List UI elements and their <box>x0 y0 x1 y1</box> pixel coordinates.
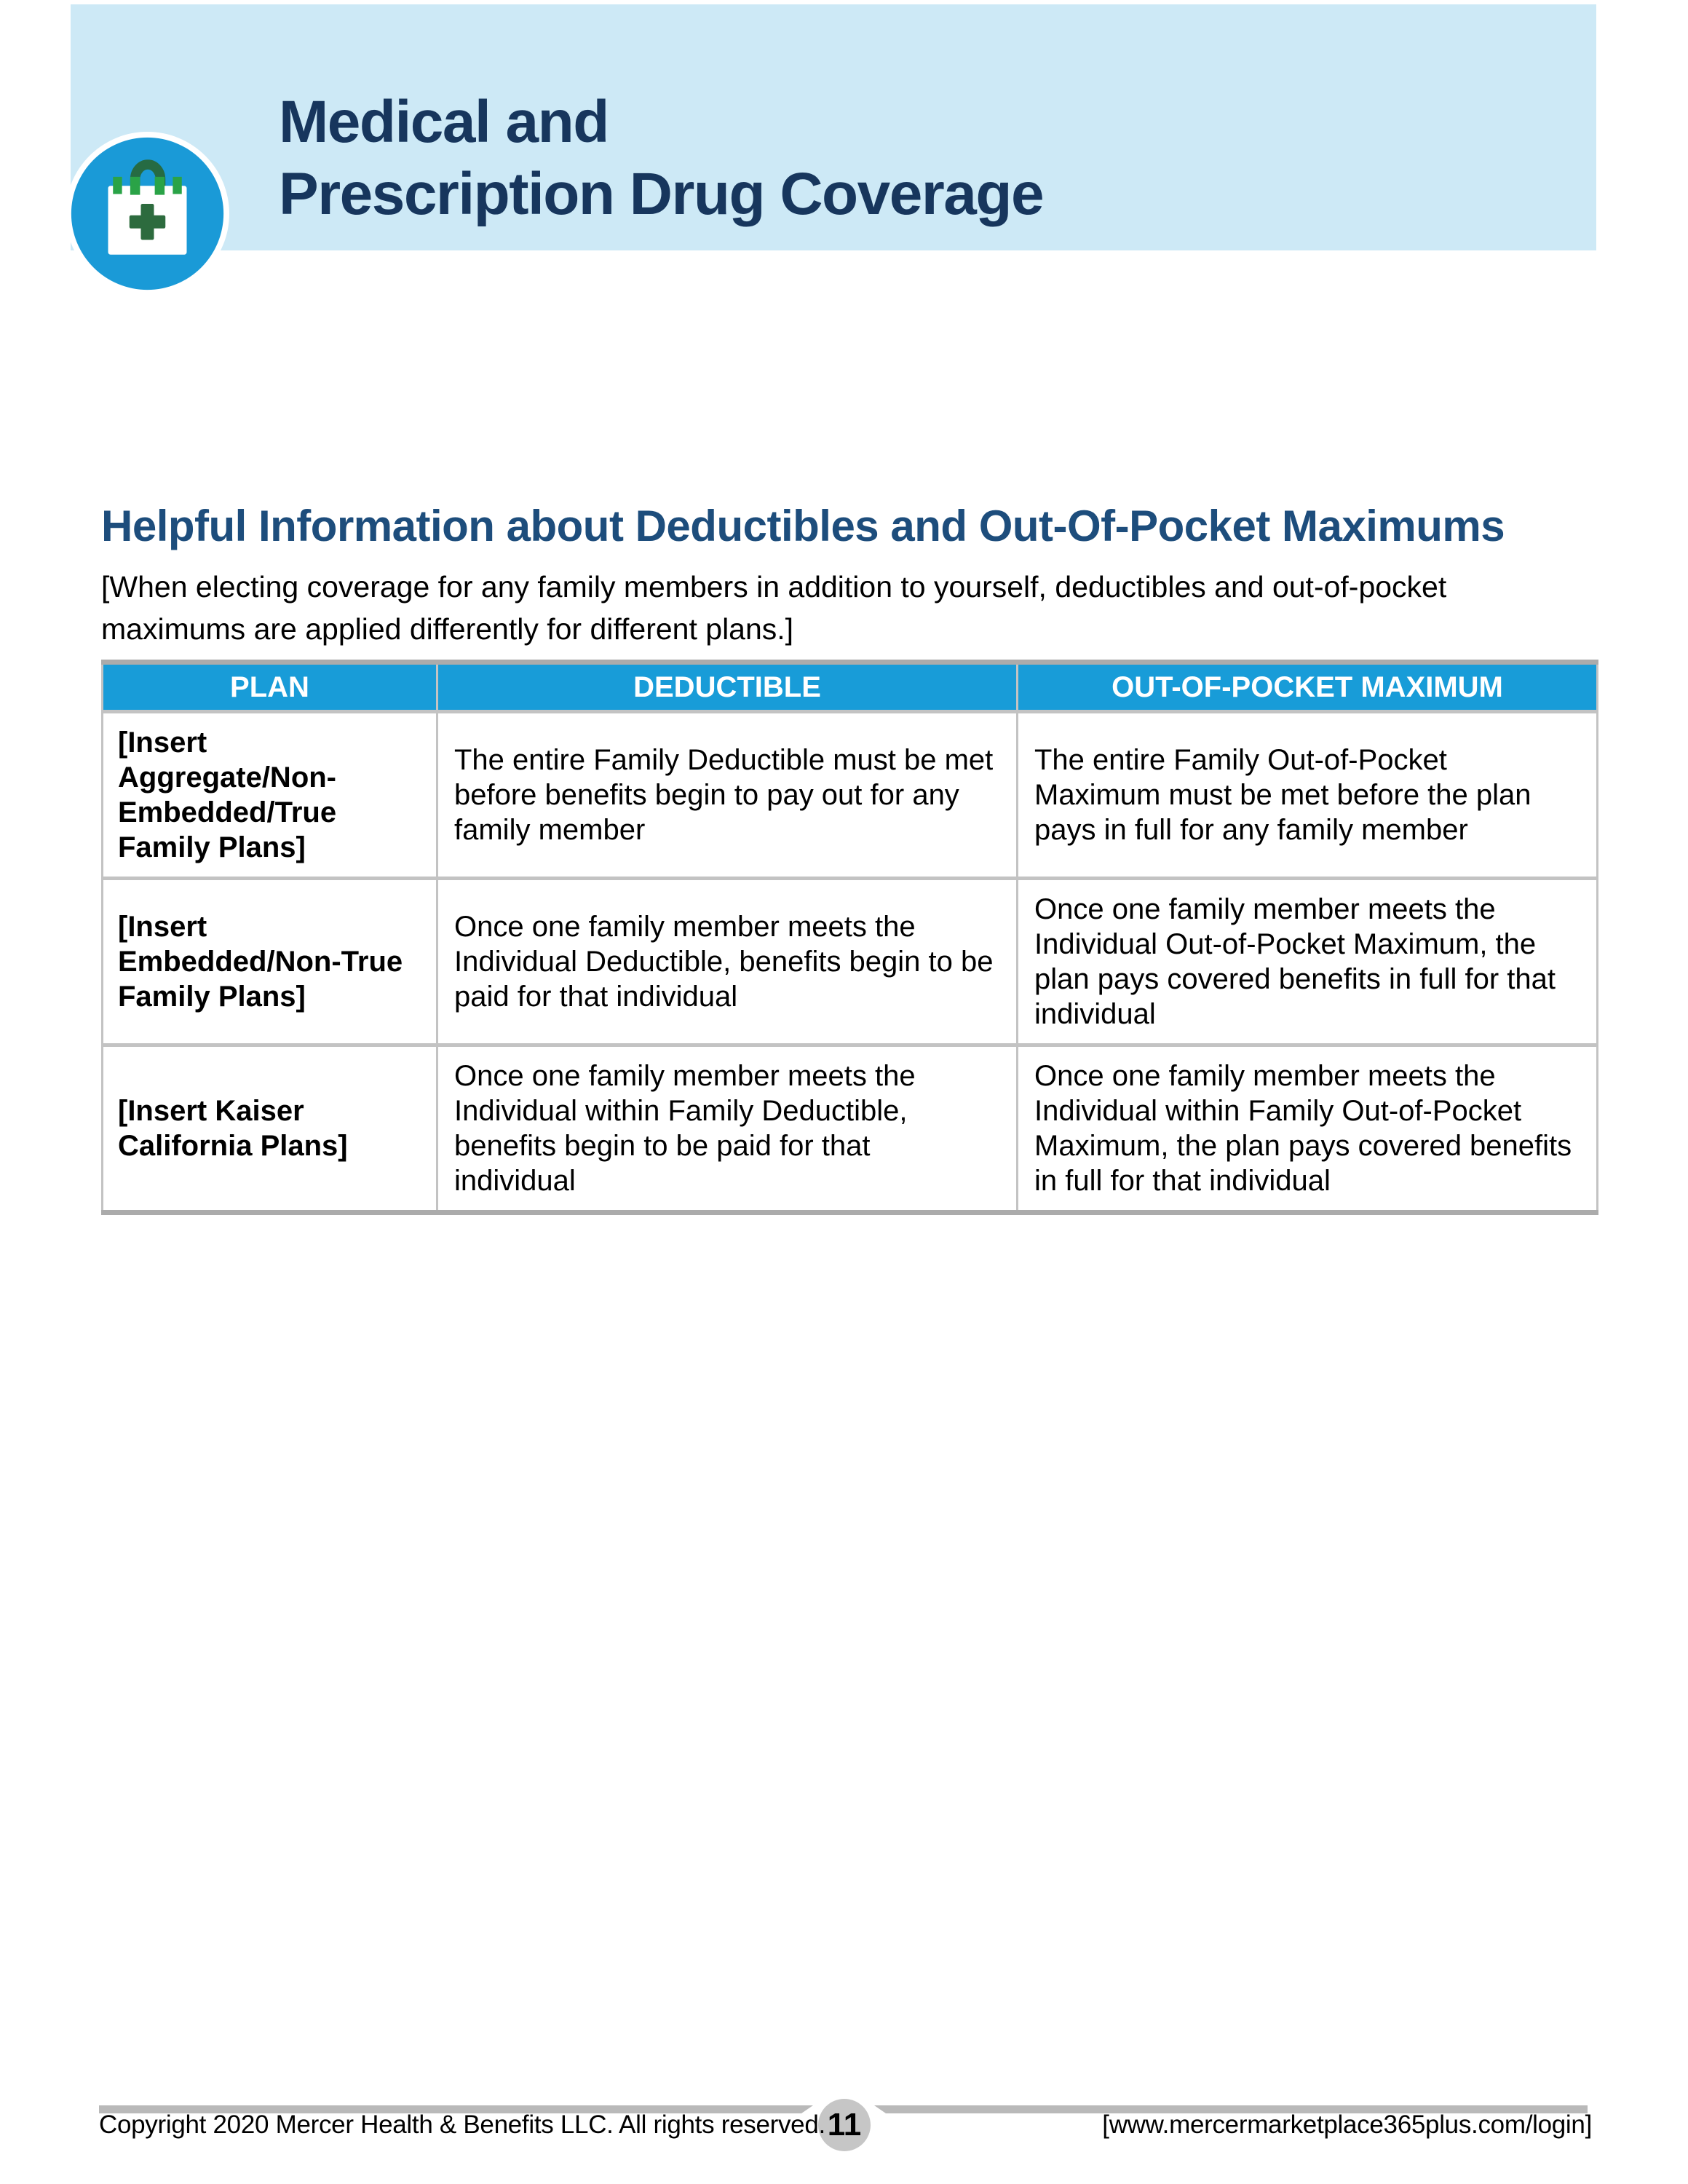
page-number-badge <box>818 2099 871 2151</box>
table-row <box>103 1045 1598 1213</box>
deductible-oop-table <box>101 660 1598 1215</box>
cell-oop-maximum: Once one family member meets the Individual within Family Out-of-Pocket Maximum, the plan pays covered benefits in full for that individual <box>1018 1045 1598 1213</box>
cell-plan: [Insert Aggregate/Non-Embedded/True Family Plans] <box>103 712 437 879</box>
cell-oop-maximum: Once one family member meets the Individual Out-of-Pocket Maximum, the plan pays covered benefits in full for that individual <box>1018 879 1598 1045</box>
cell-plan: [Insert Kaiser California Plans] <box>103 1045 437 1213</box>
section-heading: Helpful Information about Deductibles and Out-Of-Pocket Maximums <box>101 502 1505 550</box>
table-header-row <box>103 662 1598 712</box>
footer-copyright: Copyright 2020 Mercer Health & Benefits LLC. All rights reserved. <box>99 2110 825 2139</box>
page-title-line1: Medical and <box>279 89 609 155</box>
cell-plan: [Insert Embedded/Non-True Family Plans] <box>103 879 437 1045</box>
column-header-deductible: DEDUCTIBLE <box>437 662 1018 712</box>
cell-oop-maximum: The entire Family Out-of-Pocket Maximum must be met before the plan pays in full for any family member <box>1018 712 1598 879</box>
table-row <box>103 879 1598 1045</box>
intro-line1: [When electing coverage for any family members in addition to yourself, deductibles and out-of-pocket <box>101 570 1447 604</box>
medical-bag-icon <box>66 132 229 296</box>
cell-deductible: The entire Family Deductible must be met before benefits begin to pay out for any family member <box>437 712 1018 879</box>
footer-login-url: [www.mercermarketplace365plus.com/login] <box>1102 2110 1592 2139</box>
page-title <box>279 86 1043 230</box>
column-header-oop-maximum: OUT-OF-POCKET MAXIMUM <box>1018 662 1598 712</box>
table-row <box>103 712 1598 879</box>
page-number: 11 <box>827 2107 862 2143</box>
deductible-table-wrap <box>101 660 1598 1215</box>
cell-deductible: Once one family member meets the Individual Deductible, benefits begin to be paid for that individual <box>437 879 1018 1045</box>
intro-line2: maximums are applied differently for different plans.] <box>101 612 794 646</box>
column-header-plan: PLAN <box>103 662 437 712</box>
cell-deductible: Once one family member meets the Individual within Family Deductible, benefits begin to be paid for that individual <box>437 1045 1018 1213</box>
page-title-line2: Prescription Drug Coverage <box>279 161 1044 227</box>
intro-paragraph <box>101 566 1601 650</box>
